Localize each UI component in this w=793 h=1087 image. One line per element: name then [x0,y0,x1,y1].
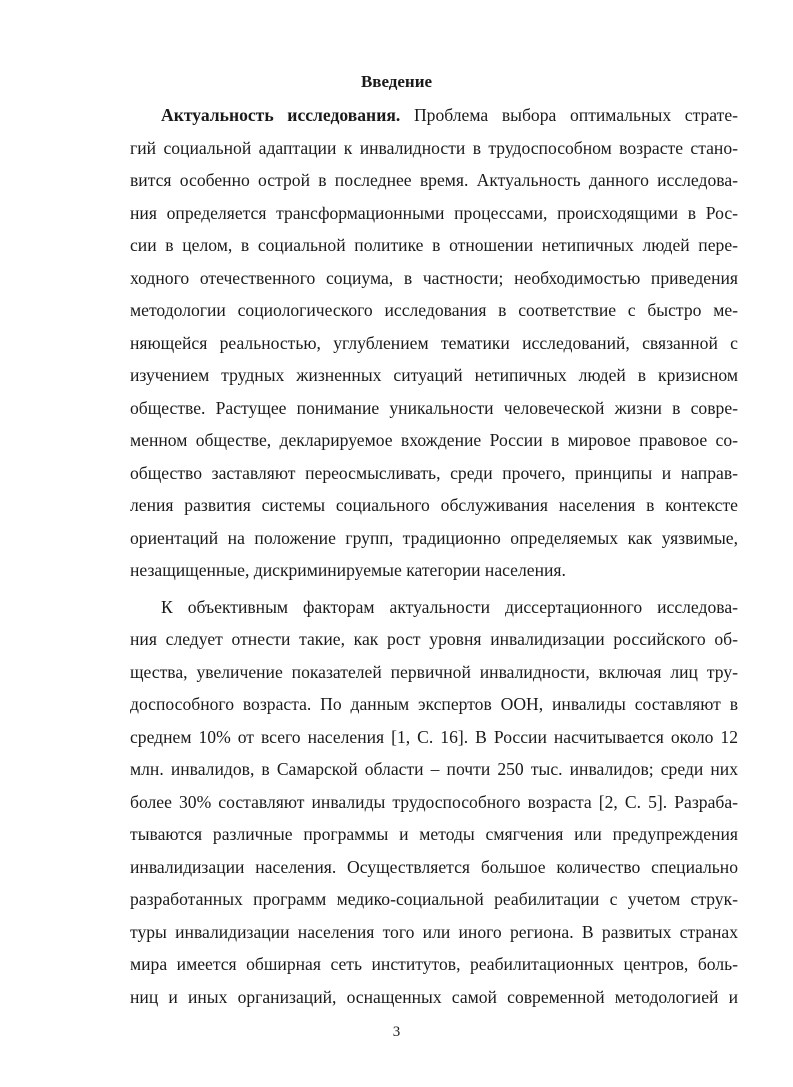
text-line: сии в целом, в социальной политике в отношении нетипичных людей пере- [130,235,738,255]
text-line: ния определяется трансформационными процессами, происходящими в Рос- [130,202,738,223]
text-line: ниц и иных организаций, оснащенных самой современной методологией и [130,986,738,1007]
text-line: разработанных программ медико-социальной реабилитации с учетом струк- [130,889,738,909]
text-line: методологии социологического исследования в соответствие с быстро ме- [130,300,738,320]
text-line: доспособного возраста. По данным экспертов ООН, инвалиды составляют в [130,694,738,714]
page-number: 3 [392,1024,401,1040]
body-text [130,99,738,1013]
text-line: млн. инвалидов, в Самарской области – почти 250 тыс. инвалидов; среди них [130,759,738,779]
text-line: туры инвалидизации населения того или иного региона. В развитых странах [130,921,738,942]
text-line: ния следует отнести такие, как рост уровня инвалидизации российского об- [130,629,738,649]
text-line: более 30% составляют инвалиды трудоспособного возраста [2, С. 5]. Разраба- [130,791,738,812]
text-line: обществе. Растущее понимание уникальности человеческой жизни в совре- [130,397,738,418]
text-line: щества, увеличение показателей первичной инвалидности, включая лиц тру- [130,661,738,682]
text-line: тываются различные программы и методы смягчения или предупреждения [130,824,738,844]
text-line: инвалидизации населения. Осуществляется большое количество специально [130,856,738,877]
text-line: общество заставляют переосмысливать, среди прочего, принципы и направ- [130,462,738,483]
text-line [130,99,738,132]
text-line: ходного отечественного социума, в частности; необходимостью приведения [130,267,738,288]
text-line: вится особенно острой в последнее время. Актуальность данного исследова- [130,170,738,190]
text-line-content: Проблема выбора оптимальных страте- [413,105,738,125]
text-line: среднем 10% от всего населения [1, С. 16]. В России насчитывается около 12 [130,726,738,747]
text-line: ления развития системы социального обслуживания населения в контексте [130,495,738,515]
text-line: К объективным факторам актуальности диссертационного исследова- [161,596,738,617]
text-line: гий социальной адаптации к инвалидности в трудоспособном возрасте стано- [130,137,738,158]
section-heading: Введение [360,72,433,91]
lead-phrase: Актуальность исследования. [161,105,401,125]
text-line: ориентаций на положение групп, традиционно определяемых как уязвимые, [130,527,738,548]
text-line: изучением трудных жизненных ситуаций нетипичных людей в кризисном [130,365,738,385]
text-line: няющейся реальностью, углублением тематики исследований, связанной с [130,332,738,353]
text-line: незащищенные, дискриминируемые категории населения. [130,560,566,580]
text-line: менном обществе, декларируемое вхождение России в мировое правовое со- [130,430,738,450]
text-line: мира имеется обширная сеть институтов, реабилитационных центров, боль- [130,954,738,974]
